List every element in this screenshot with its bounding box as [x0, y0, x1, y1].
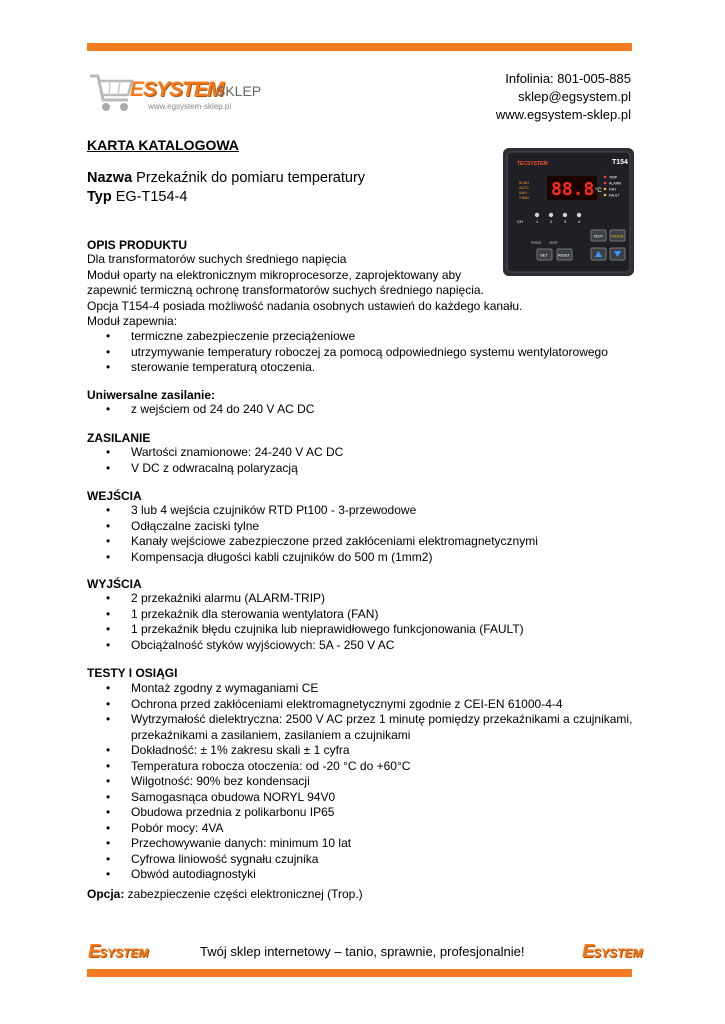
- zasilanie-bullets: [87, 445, 343, 476]
- list-item: • Kompensacja długości kabli czujników do 500 m (1mm2): [87, 550, 538, 566]
- list-item: • z wejściem od 24 do 240 V AC DC: [87, 402, 314, 418]
- opis-line: zapewnić termiczną ochronę transformatorów suchych średniego napięcia.: [87, 283, 484, 297]
- device-led-fault: FAULT: [609, 193, 620, 198]
- page-title: KARTA KATALOGOWA: [87, 137, 239, 153]
- list-item: • 1 przekaźnik błędu czujnika lub nieprawidłowego funkcjonowania (FAULT): [87, 622, 524, 638]
- list-item-text: Wytrzymałość dielektryczna: 2500 V AC przez 1 minutę pomiędzy przekaźnikami a czujnikami,: [131, 712, 633, 726]
- list-item: • 2 przekaźniki alarmu (ALARM-TRIP): [87, 591, 524, 607]
- footer-logo-right: ESYSTEM: [582, 941, 643, 961]
- list-item: • Montaż zgodny z wymaganiami CE: [87, 681, 632, 697]
- list-item: • 3 lub 4 wejścia czujników RTD Pt100 - 3-przewodowe: [87, 503, 538, 519]
- email-link[interactable]: sklep@egsystem.pl: [518, 89, 631, 104]
- contact-block: [496, 70, 631, 124]
- opis-line: Moduł oparty na elektronicznym mikroprocesorze, zaprojektowany aby: [87, 267, 462, 282]
- device-left-label-1: SCAN: [519, 181, 529, 185]
- opcja-line: Opcja: zabezpieczenie części elektronicznej (Trop.): [87, 887, 363, 901]
- wejscia-bullets: [87, 503, 538, 565]
- list-item: • Wilgotność: 90% bez kondensacji: [87, 774, 632, 790]
- device-unit: °C: [595, 188, 602, 194]
- bottom-orange-bar: [87, 969, 632, 977]
- shopping-cart-icon: [88, 70, 134, 114]
- opis-line: Opcja T154-4 posiada możliwość nadania osobnych ustawień do każdego kanału.: [87, 298, 523, 313]
- list-item: • Pobór mocy: 4VA: [87, 821, 632, 837]
- device-set-button: SET: [540, 252, 548, 258]
- device-left-label-2: AUTO: [519, 186, 529, 190]
- device-test-label: TEST: [549, 241, 558, 245]
- list-item: • Temperatura robocza otoczenia: od -20 °C do +60°C: [87, 759, 632, 775]
- wyjscia-bullets: [87, 591, 524, 653]
- list-item: • Dokładność: ± 1% zakresu skali ± 1 cyfra: [87, 743, 632, 759]
- device-left-label-3: MAN: [519, 191, 527, 195]
- list-item: • Ochrona przed zakłóceniami elektromagnetycznymi zgodnie z CEI-EN 61000-4-4: [87, 697, 632, 713]
- list-item: • Wartości znamionowe: 24-240 V AC DC: [87, 445, 343, 461]
- footer-tagline: Twój sklep internetowy – tanio, sprawnie, profesjonalnie!: [200, 944, 525, 959]
- product-name: Nazwa Przekaźnik do pomiaru temperatury: [87, 170, 366, 186]
- section-opis-heading: OPIS PRODUKTU: [87, 238, 188, 252]
- device-model: T154: [612, 159, 628, 166]
- list-item: • Odłączalne zaciski tylne: [87, 519, 538, 535]
- device-display-value: 88.8: [551, 179, 595, 200]
- device-photo: [503, 148, 634, 276]
- egsystem-logo[interactable]: [88, 70, 278, 118]
- list-item: • Samogasnąca obudowa NORYL 94V0: [87, 790, 632, 806]
- list-item: • utrzymywanie temperatury roboczej za pomocą odpowiedniego systemu wentylatorowego: [87, 345, 608, 361]
- list-item: • sterowanie temperaturą otoczenia.: [87, 360, 608, 376]
- website-link[interactable]: www.egsystem-sklep.pl: [495, 107, 631, 122]
- device-ch-label: CH: [517, 219, 523, 224]
- list-item: • Obudowa przednia z polikarbonu IP65: [87, 805, 632, 821]
- device-mode-button: MODE: [611, 233, 624, 239]
- device-ch-4: 4: [578, 219, 581, 224]
- logo-shop-text: SKLEP: [216, 83, 262, 99]
- device-left-label-4: T.MAX: [519, 196, 530, 200]
- device-test-button: TEST: [593, 233, 604, 239]
- section-zasilanie-heading: ZASILANIE: [87, 431, 151, 445]
- section-testy-heading: TESTY I OSIĄGI: [87, 666, 178, 680]
- uniwersalne-bullets: [87, 402, 314, 418]
- logo-url: www.egsystem-sklep.pl: [148, 102, 232, 111]
- list-item: • Przechowywanie danych: minimum 10 lat: [87, 836, 632, 852]
- product-type: Typ EG-T154-4: [87, 189, 188, 205]
- top-orange-bar: [87, 43, 632, 51]
- footer-logo-left: ESYSTEM: [88, 941, 149, 961]
- section-wejscia-heading: WEJŚCIA: [87, 489, 142, 503]
- opis-bullets: [87, 329, 608, 376]
- device-brand: TECSYSTEM: [517, 161, 548, 167]
- testy-bullets: [87, 681, 632, 883]
- list-item: • Obciążalność styków wyjściowych: 5A - 250 V AC: [87, 638, 524, 654]
- list-item: • termiczne zabezpieczenie przeciążeniowe: [87, 329, 608, 345]
- device-led-fan: FAN: [609, 187, 616, 192]
- opis-line: Dla transformatorów suchych średniego napięcia: [87, 252, 347, 266]
- device-ch-3: 3: [564, 219, 567, 224]
- device-led-trip: TRIP: [609, 175, 617, 180]
- list-item: • Cyfrowa liniowość sygnału czujnika: [87, 852, 632, 868]
- list-item: • 1 przekaźnik dla sterowania wentylatora (FAN): [87, 607, 524, 623]
- device-ch-2: 2: [550, 219, 553, 224]
- device-prog-label: PROG: [531, 241, 542, 245]
- section-uniwersalne-heading: Uniwersalne zasilanie:: [87, 388, 216, 402]
- device-ch-1: 1: [536, 219, 539, 224]
- infolinia: Infolinia: 801-005-885: [505, 71, 631, 86]
- list-item: • Obwód autodiagnostyki: [87, 867, 632, 883]
- logo-wordmark: ESYSTEM: [130, 78, 224, 101]
- section-wyjscia-heading: WYJŚCIA: [87, 577, 142, 591]
- section-opis-text: [87, 252, 522, 330]
- opis-line: Moduł zapewnia:: [87, 314, 178, 328]
- list-item: [87, 712, 632, 743]
- list-item: • V DC z odwracalną polaryzacją: [87, 461, 343, 477]
- device-led-alarm: ALARM: [609, 181, 622, 186]
- list-item: • Kanały wejściowe zabezpieczone przed zakłóceniami elektromagnetycznymi: [87, 534, 538, 550]
- list-item-continuation: przekaźnikami a zasilaniem, zasilaniem a czujnikami: [131, 727, 411, 742]
- device-reset-button: RESET: [558, 253, 570, 258]
